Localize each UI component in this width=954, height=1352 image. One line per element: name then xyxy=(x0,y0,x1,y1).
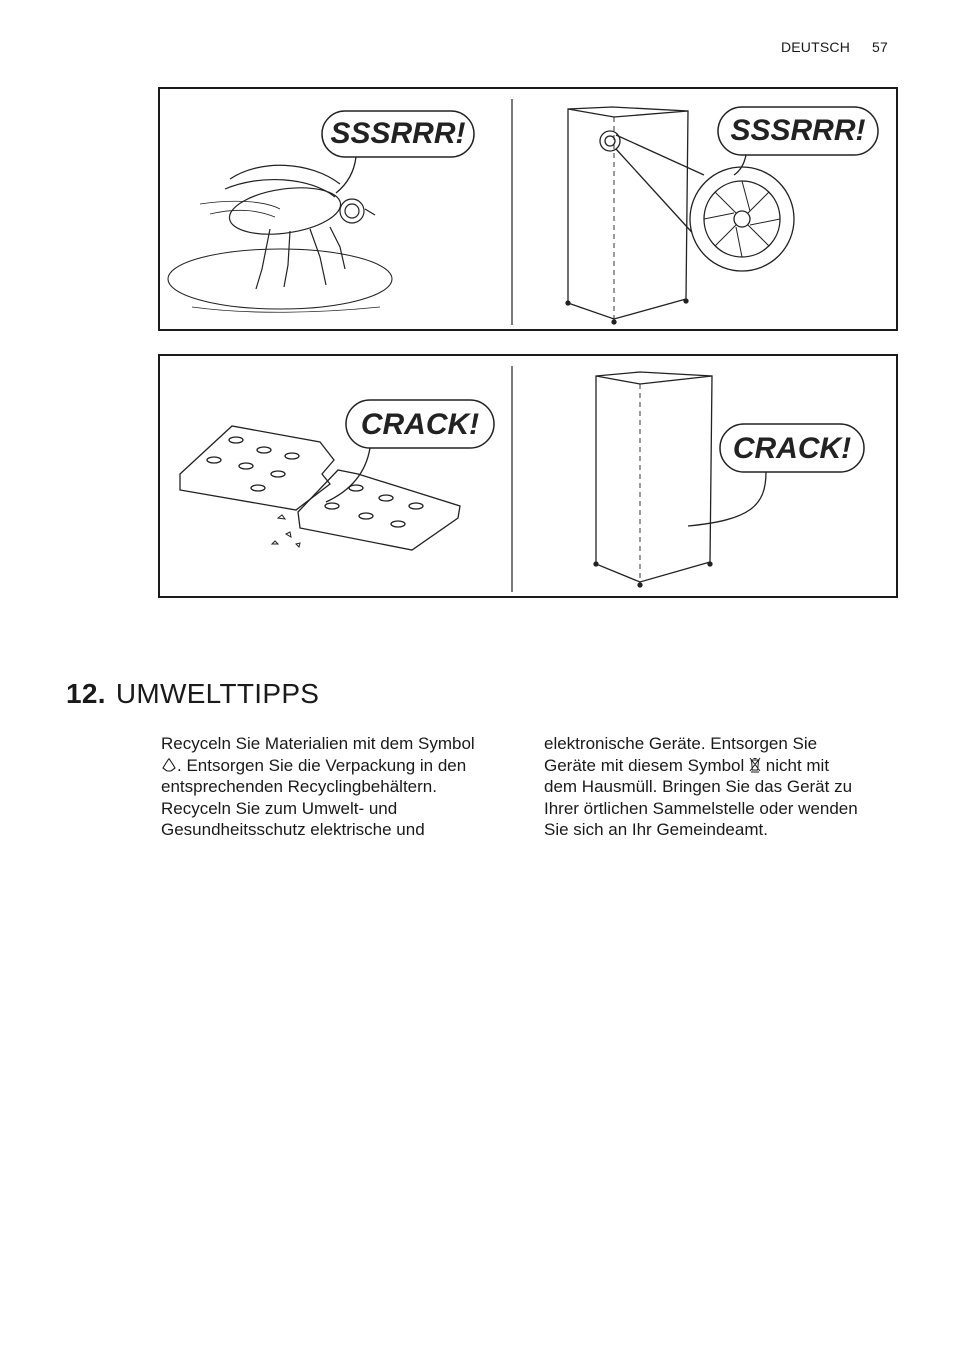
paragraph-electrical: Recyceln Sie zum Umwelt- und Gesundheitsschutz elektrische und xyxy=(161,798,425,840)
recycle-icon xyxy=(161,757,177,773)
page-header xyxy=(781,39,888,55)
fly-illustration xyxy=(168,165,392,312)
text-column-right xyxy=(544,733,864,841)
header-language: DEUTSCH xyxy=(780,39,851,55)
page-number: 57 xyxy=(872,39,888,55)
illustration-panel-sssrrr xyxy=(158,87,898,331)
speech-bubble-fly xyxy=(322,111,474,193)
section-number: 12. xyxy=(66,678,106,709)
bubble-text-fan: SSSRRR! xyxy=(730,114,866,147)
paragraph-weee: elektronische Geräte. Entsorgen Sie Geräte mit diesem Symbol nicht mit dem Hausmüll. Bringen Sie das Gerät zu Ihrer örtlichen Sammelstelle oder wenden Sie sich an Ihr Gemeindeamt. xyxy=(544,734,858,840)
speech-bubble-appliance xyxy=(688,424,864,526)
section-title xyxy=(66,678,319,710)
crack-illustration xyxy=(160,356,900,600)
bubble-text-fly: SSSRRR! xyxy=(330,117,466,150)
speech-bubble-fan xyxy=(718,107,878,175)
appliance-crack-illustration xyxy=(594,372,712,587)
sssrrr-illustration xyxy=(160,89,900,333)
bubble-text-cracker: CRACK! xyxy=(360,408,480,441)
paragraph-recycling: Recyceln Sie Materialien mit dem Symbol . Entsorgen Sie die Verpackung in den entsprechenden Recyclingbehältern. xyxy=(161,734,475,797)
crossed-bin-icon xyxy=(749,757,761,773)
bubble-text-appliance: CRACK! xyxy=(732,432,852,465)
speech-bubble-cracker xyxy=(326,400,494,502)
illustration-panel-crack xyxy=(158,354,898,598)
section-title-text: UMWELTTIPPS xyxy=(115,678,320,709)
text-column-left xyxy=(161,733,481,841)
